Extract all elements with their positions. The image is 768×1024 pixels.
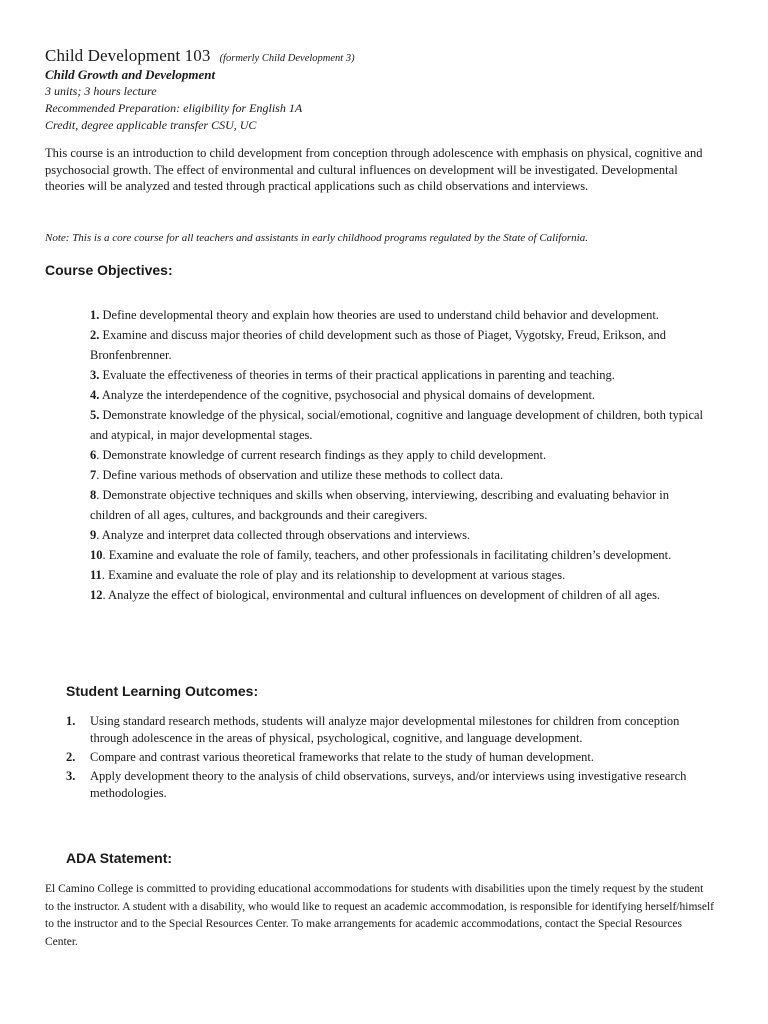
ada-statement: El Camino College is committed to providing educational accommodations for students with disabilities upon the timely request by the student to the instructor. A student with a disability, who would like to request an academic accommodation, is responsible for identifying herself/himself to the instructor and to the Special Resources Center. To make arrangements for academic accommodations, contact the Special Resources Center. (45, 883, 714, 948)
course-description: This course is an introduction to child development from conception through adolescence with emphasis on physical, cognitive and psychosocial growth. The effect of environmental and cultural influences on development will be investigated. Developmental theories will be analyzed and tested through practical applications such as child observations and interviews. (45, 146, 703, 193)
list-item: 7. Define various methods of observation and utilize these methods to collect data. (90, 468, 504, 482)
course-name: Child Development 103 (45, 46, 211, 65)
course-note: Note: This is a core course for all teachers and assistants in early childhood programs regulated by the State of California. (45, 232, 588, 244)
ada-heading: ADA Statement: (66, 850, 173, 866)
list-item: 8. Demonstrate objective techniques and skills when observing, interviewing, describing and evaluating behavior in children of all ages, cultures, and backgrounds and their caregivers. (90, 488, 670, 522)
list-item: 3. Evaluate the effectiveness of theories in terms of their practical applications in parenting and teaching. (90, 368, 615, 382)
list-item: 9. Analyze and interpret data collected through observations and interviews. (90, 528, 471, 542)
course-credit: Credit, degree applicable transfer CSU, UC (45, 118, 257, 132)
course-preparation: Recommended Preparation: eligibility for English 1A (45, 101, 303, 115)
outcomes-heading: Student Learning Outcomes: (66, 683, 259, 699)
list-item: 12. Analyze the effect of biological, environmental and cultural influences on development of children of all ages. (90, 588, 661, 602)
course-subtitle: Child Growth and Development (45, 67, 216, 82)
list-item: 11. Examine and evaluate the role of play and its relationship to development at various stages. (90, 568, 566, 582)
list-item: 10. Examine and evaluate the role of family, teachers, and other professionals in facilitating children’s development. (90, 548, 672, 562)
list-item: 6. Demonstrate knowledge of current research findings as they apply to child development. (90, 448, 547, 462)
course-title (45, 46, 355, 66)
objectives-list (90, 305, 705, 605)
objectives-heading: Course Objectives: (45, 262, 173, 278)
list-item: 1. Using standard research methods, students will analyze major developmental milestones for children from conception through adolescence in the areas of physical, psychological, cognitive, and language development. (66, 714, 680, 745)
course-units: 3 units; 3 hours lecture (45, 84, 157, 98)
list-item: 3. Apply development theory to the analysis of child observations, surveys, and/or interviews using investigative research methodologies. (66, 769, 687, 800)
list-item: 1. Define developmental theory and explain how theories are used to understand child behavior and development. (90, 308, 659, 322)
list-item: 5. Demonstrate knowledge of the physical, social/emotional, cognitive and language development of children, both typical and atypical, in major developmental stages. (90, 408, 704, 442)
list-item: 4. Analyze the interdependence of the cognitive, psychosocial and physical domains of development. (90, 388, 596, 402)
list-item: 2. Examine and discuss major theories of child development such as those of Piaget, Vygotsky, Freud, Erikson, and Bronfenbrenner. (90, 328, 666, 362)
course-formerly: (formerly Child Development 3) (219, 53, 355, 64)
list-item: 2. Compare and contrast various theoretical frameworks that relate to the study of human development. (66, 750, 595, 764)
outcomes-list (66, 713, 716, 804)
